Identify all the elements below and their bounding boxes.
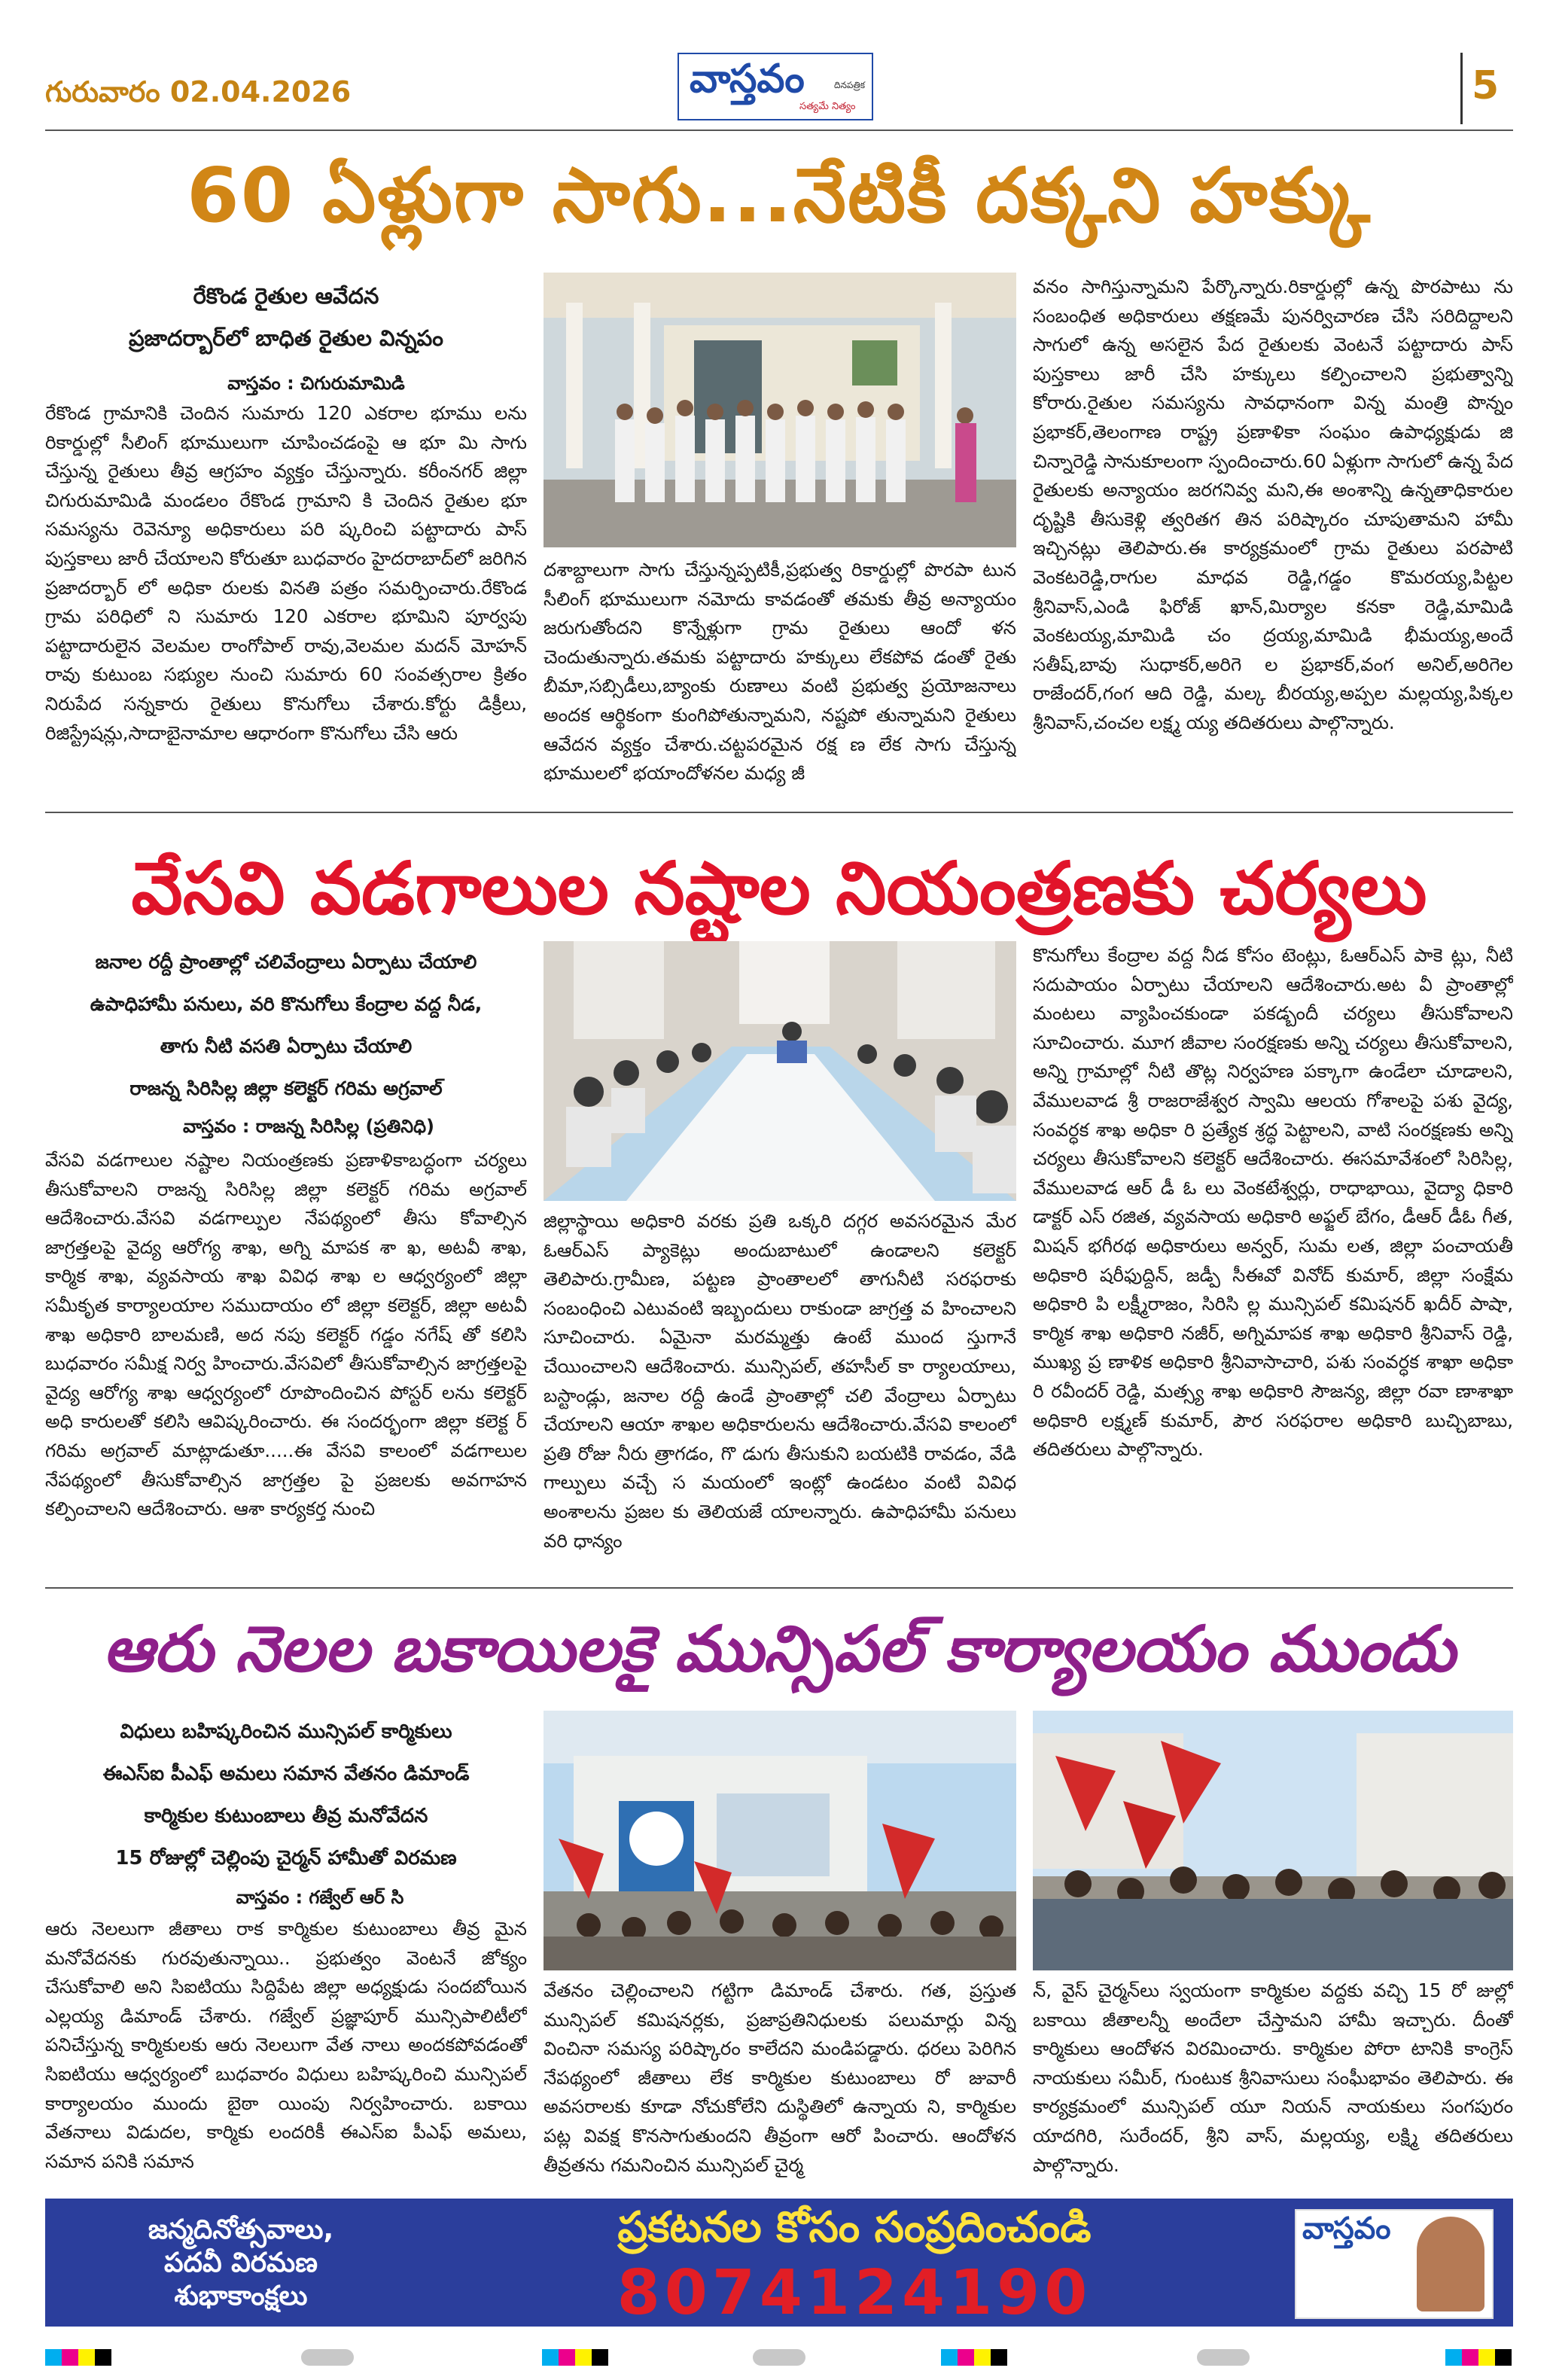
story3-subheads <box>45 1711 527 1879</box>
story2-col2: జిల్లాస్థాయి అధికారి వరకు ప్రతి ఒక్కరి దగ్గర అవసరమైన మేర ఓఆర్ఎస్ ప్యాకెట్లు అందుబాటులో ఉండాలని కలెక్టర్ తెలిపారు.గ్రామీణ, పట్టణ ప్రాంతాలలో తాగునీటి సరఫరాకు సంబంధించి ఎటువంటి ఇబ్బందులు రాకుండా జాగ్రత్త వ హించాలని సూచించారు. ఏమైనా మరమ్మత్తు ఉంటే ముంద స్తుగానే చేయించాలని ఆదేశించారు. మున్సిపల్, తహసీల్ కా ర్యాలయాలు, బస్టాండ్లు, జనాల రద్దీ ఉండే ప్రాంతాల్లో చలి వేంద్రాలు ఏర్పాటు చేయాలని ఆయా శాఖల అధికారులను ఆదేశించారు.వేసవి కాలంలో ప్రతి రోజు నీరు త్రాగడం, గొ డుగు తీసుకుని బయటికి రావడం, వేడి గాల్పులు వచ్చే స మయంలో ఇంట్లో ఉండటం వంటి వివిధ అంశాలను ప్రజల కు తెలియజే యాలన్నారు. ఉపాధిహామీ పనులు వరి ధాన్యం <box>544 1210 1016 1552</box>
registration-pill-1 <box>301 2349 354 2366</box>
story1-col3: వనం సాగిస్తున్నామని పేర్కొన్నారు.రికార్డుల్లో ఉన్న పొరపాటు ను సంబంధిత అధికారులు తక్షణమే పునర్విచారణ చేసి సరిదిద్దాలని సాగులో ఉన్న అసలైన పేద రైతులకు వెంటనే పట్టాదారు పాస్ పుస్తకాలు జారీ చేసి హక్కులు కల్పించాలని ప్రభుత్వాన్ని కోరారు.రైతుల సమస్యను సావధానంగా విన్న మంత్రి పొన్నం ప్రభాకర్,తెలంగాణ రాష్ట్ర ప్రణాళికా సంఘం ఉపాధ్యక్షుడు జి చిన్నారెడ్డి సానుకూలంగా స్పందించారు.60 ఏళ్లుగా సాగులో ఉన్న పేద రైతులకు అన్యాయం జరగనివ్వ మని,ఈ అంశాన్ని ఉన్నతాధికారుల దృష్టికి తీసుకెళ్లి త్వరితగ తిన పరిష్కారం చూపుతామని హామీ ఇచ్చినట్లు తెలిపారు.ఈ కార్యక్రమంలో గ్రామ రైతులు పరపాటి వెంకటరెడ్డి,రాగుల మాధవ రెడ్డి,గడ్డం కొమరయ్య,పిట్టల శ్రీనివాస్,ఎండి ఫిరోజ్ ఖాన్,మిర్యాల కనకా రెడ్డి,మామిడి వెంకటయ్య,మామిడి చం ద్రయ్య,మామిడి భీమయ్య,అందే సతీష్,బావు సుధాకర్,అరిగె ల ప్రభాకర్,వంగ అనిల్,అరిగెల రాజేందర్,గంగ ఆది రెడ్డి, మల్క బీరయ్య,అప్పల మల్లయ్య,పిక్కల శ్రీనివాస్,చంచల లక్ష్మ య్య తదితరులు పాల్గొన్నారు. <box>1033 276 1513 733</box>
registration-mark-1 <box>45 2349 111 2366</box>
story2-subheads <box>45 941 527 1110</box>
registration-pill-3 <box>1197 2349 1250 2366</box>
story1-headline: 60 ఏళ్లుగా సాగు...నేటికీ దక్కని హక్కు <box>187 151 1372 239</box>
registration-mark-3 <box>941 2349 1007 2366</box>
advertisement-banner <box>45 2199 1513 2327</box>
page-number: 5 <box>1472 63 1500 108</box>
story3-col1: ఆరు నెలలుగా జీతాలు రాక కార్మికుల కుటుంబాలు తీవ్ర మైన మనోవేదనకు గురవుతున్నాయి.. ప్రభుత్వం వెంటనే జోక్యం చేసుకోవాలి అని సిఐటియు సిద్దిపేట జిల్లా అధ్యక్షుడు సందబోయిన ఎల్లయ్య డిమాండ్ చేశారు. గజ్వేల్ ప్రజ్ఞాపూర్ మున్సిపాలిటీలో పనిచేస్తున్న కార్మికులకు ఆరు నెలలుగా వేత నాలు అందకపోవడంతో సిఐటియు ఆధ్వర్యంలో బుధవారం విధులు బహిష్కరించి మున్సిపల్ కార్యాలయం ముందు బైఠా యింపు నిర్వహించారు. బకాయి వేతనాలు విడుదల, కార్మికు లందరికీ ఈఎస్ఐ పీఎఫ్ అమలు, సమాన పనికి సమాన <box>45 1918 527 2172</box>
story3-subhead-1: విధులు బహిష్కరించిన మున్సిపల్ కార్మికులు <box>120 1720 452 1743</box>
ad-occasion-1: జన్మదినోత్సవాలు, <box>148 2214 334 2245</box>
story3-photo-2 <box>1033 1711 1513 1970</box>
story2-headline: వేసవి వడగాలుల నష్టాల నియంత్రణకు చర్యలు <box>131 846 1427 931</box>
story3-headline: ఆరు నెలల బకాయిలకై మున్సిపల్ కార్యాలయం ముందు <box>102 1612 1456 1686</box>
story2-subhead-2: ఉపాధిహామీ పనులు, వరి కొనుగోలు కేంద్రాల వద్ద నీడ, <box>90 993 483 1015</box>
registration-mark-4 <box>1445 2349 1512 2366</box>
story3-subhead-3: కార్మికుల కుటుంబాలు తీవ్ర మనోవేదన <box>144 1805 428 1827</box>
story1-byline: వాస్తవం : చిగురుమామిడి <box>227 373 405 394</box>
story-separator-1 <box>45 812 1513 813</box>
ad-title: ప్రకటనల కోసం సంప్రదించండి <box>617 2203 1092 2252</box>
header-rule <box>45 130 1513 131</box>
masthead-logo <box>678 53 873 120</box>
story3-byline: వాస్తవం : గజ్వేల్ ఆర్ సి <box>236 1887 404 1908</box>
registration-pill-2 <box>753 2349 805 2366</box>
masthead-logo-tagline: సత్యమే నిత్యం <box>799 101 856 112</box>
story2-photo <box>544 941 1016 1201</box>
story1-col2: దశాబ్దాలుగా సాగు చేస్తున్నప్పటికీ,ప్రభుత్వ రికార్డుల్లో పొరపా టున సీలింగ్ భూములుగా నమోదు కావడంతో తమకు తీవ్ర అన్యాయం జరుగుతోందని కొన్నేళ్లుగా గ్రామ రైతులు ఆందో ళన చెందుతున్నారు.తమకు పట్టాదారు హక్కులు లేకపోవ డంతో రైతు బీమా,సబ్సిడీలు,బ్యాంకు రుణాలు వంటి ప్రభుత్వ ప్రయోజనాలు అందక ఆర్థికంగా కుంగిపోతున్నామని, నష్టపో తున్నామని రైతులు ఆవేదన వ్యక్తం చేశారు.చట్టపరమైన రక్ష ణ లేక సాగు చేస్తున్న భూములలో భయాందోళనల మధ్య జీ <box>544 559 1016 785</box>
ad-badge-portrait <box>1417 2217 1484 2311</box>
story1-col1: రేకొండ గ్రామానికి చెందిన సుమారు 120 ఎకరాల భూము లను రికార్డుల్లో సీలింగ్ భూములుగా చూపించడంపై ఆ భూ మి సాగు చేస్తున్న రైతులు తీవ్ర ఆగ్రహం వ్యక్తం చేస్తున్నారు. కరీంనగర్ జిల్లా చిగురుమామిడి మండలం రేకొండ గ్రామాని కి చెందిన రైతుల భూ సమస్యను రెవెన్యూ అధికారులు పరి ష్కరించి పట్టాదారు పాస్ పుస్తకాలు జారీ చేయాలని కోరుతూ బుధవారం హైదరాబాద్‌లో జరిగిన ప్రజాదర్బార్ లో అధికా రులకు వినతి పత్రం సమర్పించారు.రేకొండ గ్రామ పరిధిలో ని సుమారు 120 ఎకరాల భూమిని పూర్వపు పట్టాదారులైన వెలమల రాంగోపాల్ రావు,వెలమల మదన్ మోహన్ రావు కుటుంబ సభ్యుల నుంచి సుమారు 60 సంవత్సరాల క్రితం నిరుపేద సన్నకారు రైతులు కొనుగోలు చేశారు.కోర్టు డిక్రీలు, రిజిస్ట్రేషన్లు,సాదాబైనామాల ఆధారంగా కొనుగోలు చేసి ఆరు <box>45 402 527 744</box>
header-divider <box>1460 53 1463 124</box>
story3-subhead-4: 15 రోజుల్లో చెల్లింపు చైర్మన్ హామీతో విరమణ <box>115 1847 457 1870</box>
ad-badge <box>1295 2209 1494 2319</box>
masthead-logo-text: వాస్తవం <box>690 56 805 102</box>
masthead-logo-reg: దినపత్రిక <box>834 80 866 90</box>
ad-occasion-3: శుభాకాంక్షలు <box>174 2281 308 2311</box>
story2-col1: వేసవి వడగాలుల నష్టాల నియంత్రణకు ప్రణాళికాబద్ధంగా చర్యలు తీసుకోవాలని రాజన్న సిరిసిల్ల జిల్లా కలెక్టర్ గరిమ అగ్రవాల్ ఆదేశించారు.వేసవి వడగాల్పుల నేపథ్యంలో తీసు కోవాల్సిన జాగ్రత్తలపై వైద్య ఆరోగ్య శాఖ, అగ్ని మాపక శా ఖ, అటవీ శాఖ, కార్మిక శాఖ, వ్యవసాయ శాఖ వివిధ శాఖ ల ఆధ్వర్యంలో జిల్లా సమీకృత కార్యాలయాల సముదాయం లో జిల్లా కలెక్టర్, జిల్లా అటవీ శాఖ అధికారి బాలమణి, అద నపు కలెక్టర్ గడ్డం నగేష్ తో కలిసి బుధవారం సమీక్ష నిర్వ హించారు.వేసవిలో తీసుకోవాల్సిన జాగ్రత్తలపై వైద్య ఆరోగ్య శాఖ ఆధ్వర్యంలో రూపొందించిన పోస్టర్ లను కలెక్టర్ అధి కారులతో కలిసి ఆవిష్కరించారు. ఈ సందర్భంగా జిల్లా కలెక్ట ర్ గరిమ అగ్రవాల్ మాట్లాడుతూ.....ఈ వేసవి కాలంలో వడగాలుల నేపథ్యంలో తీసుకోవాల్సిన జాగ్రత్తల పై ప్రజలకు అవగాహన కల్పించాలని ఆదేశించారు. ఆశా కార్యకర్త నుంచి <box>45 1149 527 1520</box>
issue-date: గురువారం 02.04.2026 <box>45 75 352 108</box>
story1-subheads <box>45 275 527 359</box>
story2-subhead-3: తాగు నీటి వసతి ఏర్పాటు చేయాలి <box>160 1035 413 1057</box>
story1-photo <box>544 273 1016 547</box>
ad-badge-logo: వాస్తవం <box>1302 2211 1391 2246</box>
ad-occasions <box>75 2214 407 2313</box>
story2-subhead-1: జనాల రద్దీ ప్రాంతాల్లో చలివేంద్రాలు ఏర్పాటు చేయాలి <box>95 951 477 973</box>
story3-subhead-2: ఈఎస్ఐ పీఎఫ్ అమలు సమాన వేతనం డిమాండ్ <box>102 1763 470 1785</box>
story1-subhead-1: రేకొండ రైతుల ఆవేదన <box>193 283 379 309</box>
story-separator-2 <box>45 1587 1513 1589</box>
registration-mark-2 <box>542 2349 608 2366</box>
story2-col3: కొనుగోలు కేంద్రాల వద్ద నీడ కోసం టెంట్లు, ఓఆర్ఎస్ పాకె ట్లు, నీటి సదుపాయం ఏర్పాటు చేయాలని ఆదేశించారు.అట వీ ప్రాంతాల్లో మంటలు వ్యాపించకుండా పకడ్బందీ చర్యలు తీసుకోవాలని సూచించారు. మూగ జీవాల సంరక్షణకు అన్ని చర్యలు తీసుకోవాలని, అన్ని గ్రామాల్లో నీటి తొట్ల నిర్వహణ పక్కాగా ఉండేలా చూడాలని, వేములవాడ శ్రీ రాజరాజేశ్వర స్వామి ఆలయ గోశాలపై పశు వైద్య, సంవర్ధక శాఖ అధికా రి ప్రత్యేక శ్రద్ధ పెట్టాలని, వాటి సంరక్షణకు అన్ని చర్యలు తీసుకోవాలని కలెక్టర్ ఆదేశించారు. ఈసమావేశంలో సిరిసిల్ల, వేములవాడ ఆర్ డీ ఓ లు వెంకటేశ్వర్లు, రాధాభాయి, వైద్యా ధికారి డాక్టర్ ఎస్ రజిత, వ్యవసాయ అధికారి అఫ్జల్ బేగం, డీఆర్ డీఓ గీత, మిషన్ భగీరథ అధికారులు అన్వర్, సుమ లత, జిల్లా పంచాయతీ అధికారి షరీఫుద్దిన్, జడ్పీ సీఈవో వినోద్ కుమార్, జిల్లా సంక్షేమ అధికారి పి లక్ష్మీరాజం, సిరిసి ల్ల మున్సిపల్ కమిషనర్ ఖదీర్ పాషా, కార్మిక శాఖ అధికారి నజీర్, అగ్నిమాపక శాఖ అధికారి శ్రీనివాస్ రెడ్డి, ముఖ్య ప్ర ణాళిక అధికారి శ్రీనివాసాచారి, పశు సంవర్ధక శాఖా అధికా రి రవీందర్ రెడ్డి, మత్స్య శాఖ అధికారి సౌజన్య, జిల్లా రవా ణాశాఖా అధికారి లక్ష్మణ్ కుమార్, పౌర సరఫరాల అధికారి బుచ్చిబాబు, తదితరులు పాల్గొన్నారు. <box>1033 944 1513 1461</box>
story1-subhead-2: ప్రజాదర్బార్‌లో బాధిత రైతుల విన్నపం <box>129 325 443 351</box>
story3-photo-1 <box>544 1711 1016 1970</box>
story2-byline: వాస్తవం : రాజన్న సిరిసిల్ల (ప్రతినిధి) <box>182 1116 435 1137</box>
story3-col3: న్, వైస్ చైర్మన్‌లు స్వయంగా కార్మికుల వద్దకు వచ్చి 15 రో జుల్లో బకాయి జీతాలన్నీ అందేలా చేస్తామని హామీ ఇచ్చారు. దీంతో కార్మికులు ఆందోళన విరమించారు. కార్మికుల పోరా టానికి కాంగ్రెస్ నాయకులు సమీర్, గుంటుక శ్రీనివాసులు సంఘీభావం తెలిపారు. ఈ కార్యక్రమంలో మున్సిపల్ యూ నియన్ నాయకులు సంగపురం యాదగిరి, సురేందర్, శ్రీని వాస్, మల్లయ్య, లక్ష్మి తదితరులు పాల్గొన్నారు. <box>1033 1979 1513 2176</box>
ad-phone-number: 8074124190 <box>617 2257 1092 2329</box>
ad-occasion-2: పదవీ విరమణ <box>164 2247 318 2278</box>
story2-subhead-4: రాజన్న సిరిసిల్ల జిల్లా కలెక్టర్ గరిమ అగ్రవాల్ <box>129 1077 443 1099</box>
story3-col2: వేతనం చెల్లించాలని గట్టిగా డిమాండ్ చేశారు. గత, ప్రస్తుత మున్సిపల్ కమిషనర్లకు, ప్రజాప్రతినిధులకు పలుమార్లు విన్న వించినా సమస్య పరిష్కారం కాలేదని మండిపడ్డారు. ధరలు పెరిగిన నేపథ్యంలో జీతాలు లేక కార్మికుల కుటుంబాలు రో జువారీ అవసరాలకు కూడా నోచుకోలేని దుస్థితిలో ఉన్నాయ ని, కార్మికుల పట్ల వివక్ష కొనసాగుతుందని తీవ్రంగా ఆరో పించారు. ఆందోళన తీవ్రతను గమనించిన మున్సిపల్ చైర్మ <box>544 1979 1016 2176</box>
